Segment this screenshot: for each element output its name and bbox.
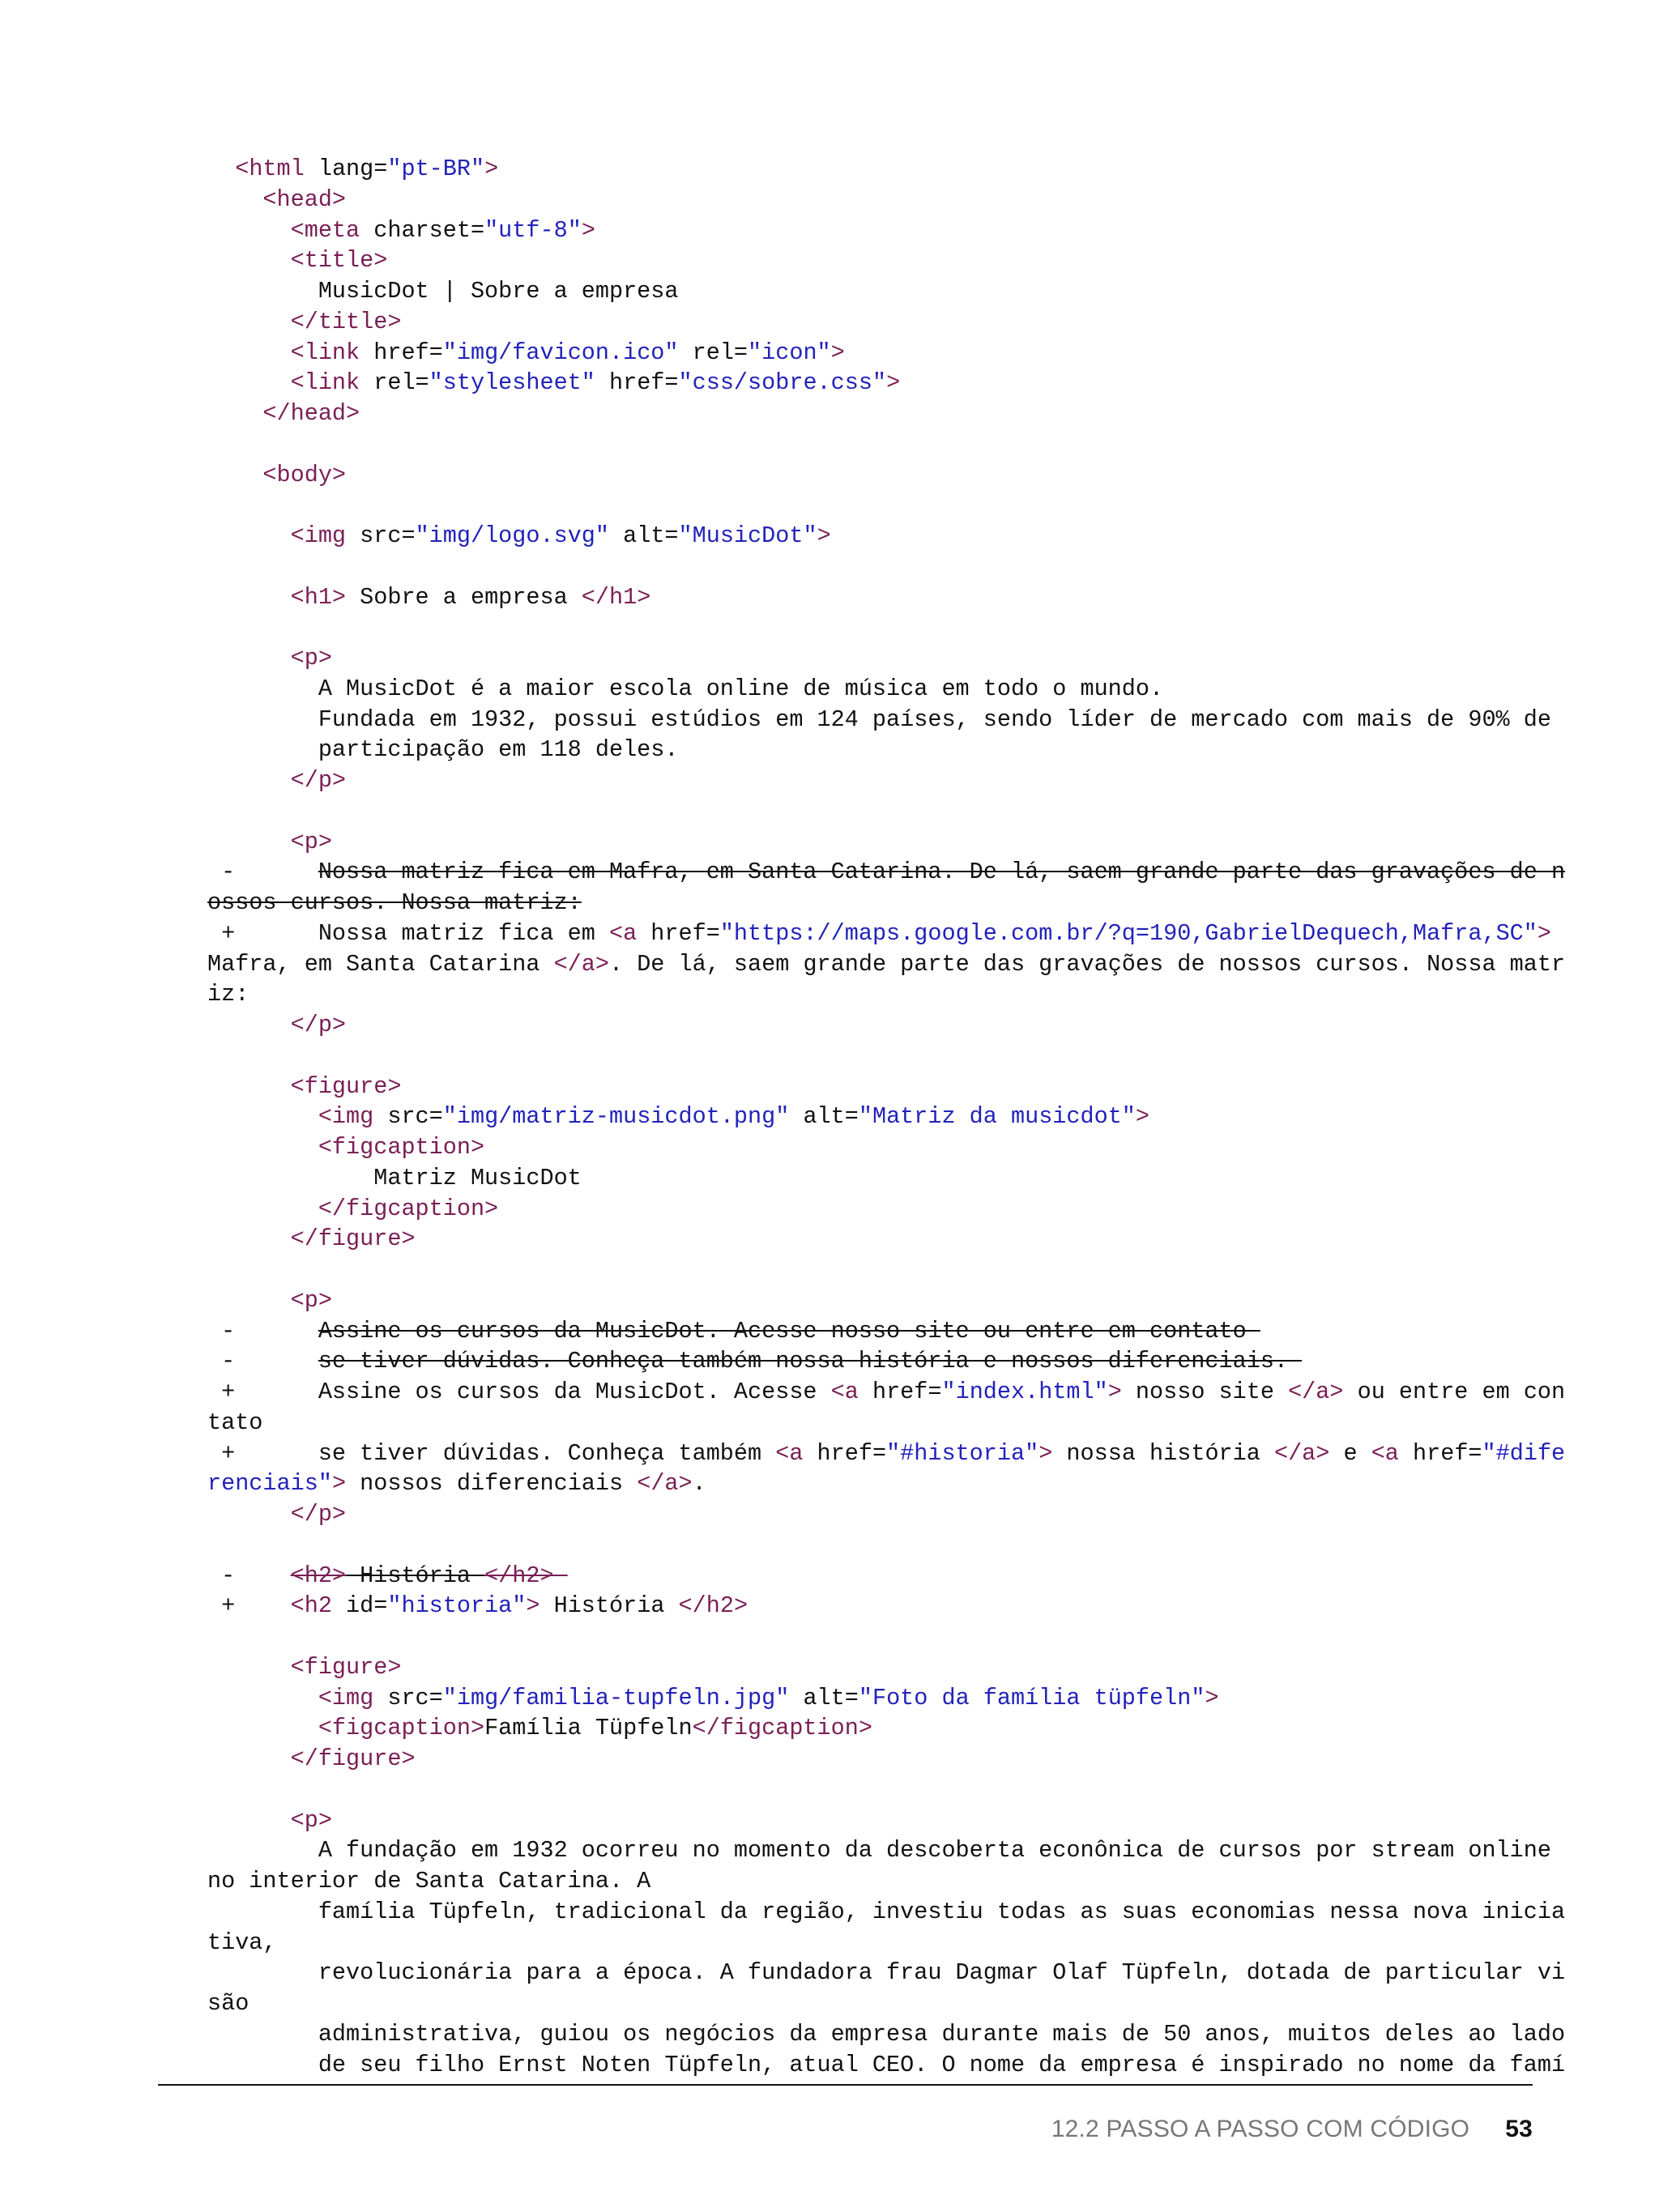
code-line bbox=[207, 1988, 1533, 2019]
code-line bbox=[207, 765, 1533, 796]
page-footer bbox=[1051, 2116, 1533, 2143]
code-token: "img/logo.svg" bbox=[415, 522, 610, 549]
code-token: lang= bbox=[304, 156, 388, 182]
code-token bbox=[207, 1103, 318, 1130]
code-token: "img/familia-tupfeln.jpg" bbox=[442, 1684, 790, 1711]
code-token: </a> bbox=[1288, 1379, 1344, 1405]
code-token: </a> bbox=[637, 1470, 693, 1498]
code-line bbox=[207, 1622, 1533, 1652]
code-token: href= bbox=[803, 1439, 887, 1467]
code-line bbox=[207, 185, 1533, 215]
code-line bbox=[207, 2019, 1566, 2050]
code-line bbox=[207, 827, 1533, 858]
code-token: > bbox=[526, 1592, 540, 1620]
code-token: </h2> bbox=[678, 1592, 748, 1620]
code-token: História bbox=[346, 1562, 485, 1589]
code-token: "#dife bbox=[1482, 1439, 1566, 1467]
code-token: <p> bbox=[290, 1286, 332, 1314]
code-token: no interior de Santa Catarina. A bbox=[207, 1868, 651, 1894]
code-token: href= bbox=[360, 339, 443, 366]
code-token bbox=[207, 462, 262, 488]
code-line bbox=[207, 1316, 1533, 1347]
code-token: "MusicDot" bbox=[678, 522, 817, 549]
code-token: nosso site bbox=[1121, 1379, 1289, 1405]
code-token bbox=[207, 645, 291, 671]
code-token: > bbox=[1107, 1379, 1122, 1405]
code-line bbox=[207, 1499, 1533, 1530]
code-line bbox=[207, 857, 1566, 888]
code-token: Família Tüpfeln bbox=[484, 1715, 693, 1742]
code-token bbox=[207, 339, 291, 366]
code-token bbox=[207, 217, 291, 244]
code-token: </a> bbox=[1273, 1439, 1330, 1467]
code-token: </p> bbox=[290, 1012, 347, 1038]
code-token: tiva, bbox=[207, 1929, 277, 1956]
code-token: + bbox=[207, 1592, 291, 1620]
code-token: . De lá, saem grande parte das gravações de nossos cursos. Nossa matr bbox=[609, 950, 1566, 978]
code-line bbox=[207, 1652, 1533, 1683]
code-token bbox=[207, 186, 262, 213]
code-token: "img/matriz-musicdot.png" bbox=[442, 1103, 790, 1131]
code-token: Mafra, em Santa Catarina bbox=[207, 950, 554, 978]
code-token: família Tüpfeln, tradicional da região, investiu todas as suas economias nessa nova inicia bbox=[207, 1898, 1566, 1925]
code-token: "#historia" bbox=[886, 1439, 1039, 1467]
code-token: </h2> bbox=[484, 1562, 568, 1589]
code-token: + se tiver dúvidas. Conheça também bbox=[207, 1439, 776, 1467]
code-token bbox=[207, 156, 235, 182]
code-line bbox=[207, 888, 1533, 918]
code-token: <h2> bbox=[290, 1562, 347, 1589]
code-token: <a bbox=[830, 1379, 859, 1405]
code-token: > bbox=[1038, 1439, 1053, 1467]
footer-section-title: 12.2 PASSO A PASSO COM CÓDIGO bbox=[1051, 2116, 1470, 2142]
code-token bbox=[207, 1225, 291, 1252]
code-token: </head> bbox=[262, 400, 360, 427]
code-line bbox=[207, 460, 1533, 491]
code-token: Fundada em 1932, possui estúdios em 124 países, sendo líder de mercado com mais de 90% de bbox=[207, 705, 1551, 733]
code-token: Matriz MusicDot bbox=[207, 1164, 582, 1191]
code-token: "utf-8" bbox=[484, 216, 582, 244]
code-line bbox=[207, 245, 1533, 276]
code-token: rel= bbox=[678, 339, 748, 366]
code-token: renciais" bbox=[207, 1470, 332, 1498]
code-line bbox=[207, 368, 1533, 399]
code-line bbox=[207, 1010, 1533, 1041]
code-token: <p> bbox=[290, 828, 332, 855]
code-line bbox=[207, 154, 1533, 185]
code-line bbox=[207, 1713, 1533, 1744]
code-token bbox=[207, 247, 291, 274]
code-token: <figure> bbox=[290, 1072, 402, 1100]
code-token: iz: bbox=[207, 981, 249, 1008]
code-token: nossa história bbox=[1052, 1439, 1274, 1467]
code-line bbox=[207, 643, 1533, 674]
code-token: administrativa, guiou os negócios da empresa durante mais de 50 anos, muitos deles ao lado bbox=[207, 2020, 1566, 2048]
code-line bbox=[207, 1224, 1533, 1255]
code-token: <h1> bbox=[290, 583, 347, 611]
code-line bbox=[207, 1163, 1533, 1194]
code-line bbox=[207, 1744, 1533, 1775]
code-token: src= bbox=[346, 522, 416, 549]
code-line bbox=[207, 796, 1533, 827]
code-line bbox=[207, 1132, 1533, 1163]
code-token bbox=[207, 369, 291, 396]
code-line bbox=[207, 1958, 1566, 1988]
code-line bbox=[207, 705, 1551, 735]
code-line bbox=[207, 735, 1533, 765]
footer-rule bbox=[158, 2084, 1533, 2086]
code-token: "icon" bbox=[748, 339, 831, 366]
code-token: nossos diferenciais bbox=[346, 1470, 638, 1498]
code-line bbox=[207, 1591, 1533, 1622]
code-token: src= bbox=[373, 1684, 443, 1711]
code-token bbox=[207, 767, 291, 794]
code-token bbox=[207, 309, 291, 335]
code-token: Nossa matriz fica em Mafra, em Santa Catarina. De lá, saem grande parte das gravações de n bbox=[318, 859, 1566, 886]
code-line bbox=[207, 215, 1533, 246]
code-line bbox=[207, 1561, 1533, 1592]
code-token: href= bbox=[637, 919, 720, 947]
code-token: <figcaption> bbox=[318, 1134, 485, 1161]
code-token: </a> bbox=[553, 950, 609, 978]
code-token: </p> bbox=[290, 1501, 347, 1528]
code-line bbox=[207, 1928, 1533, 1958]
code-token: Sobre a empresa bbox=[346, 583, 582, 611]
code-token bbox=[207, 584, 291, 611]
code-line bbox=[207, 1408, 1533, 1438]
code-line bbox=[207, 399, 1533, 429]
code-line bbox=[207, 1346, 1533, 1377]
code-line bbox=[207, 674, 1533, 705]
code-token: - bbox=[207, 1562, 291, 1589]
code-token: > bbox=[830, 339, 845, 366]
code-token: alt= bbox=[609, 522, 679, 549]
code-line bbox=[207, 338, 1533, 369]
code-token: . bbox=[692, 1470, 706, 1498]
code-line bbox=[207, 1897, 1566, 1928]
code-token bbox=[207, 1685, 318, 1711]
code-line bbox=[207, 1805, 1533, 1836]
code-token: </figcaption> bbox=[318, 1195, 499, 1222]
code-listing bbox=[207, 154, 1566, 2080]
code-token: História bbox=[539, 1592, 679, 1620]
code-token: charset= bbox=[360, 216, 485, 244]
code-token: <img bbox=[318, 1684, 374, 1711]
code-token: <link bbox=[290, 339, 360, 366]
code-line bbox=[207, 1683, 1533, 1714]
code-line bbox=[207, 429, 1533, 460]
code-token: rel= bbox=[360, 369, 429, 397]
code-token: > bbox=[331, 1470, 347, 1498]
code-line bbox=[207, 1255, 1533, 1285]
code-token: A fundação em 1932 ocorreu no momento da descoberta econônica de cursos por stream online bbox=[207, 1837, 1551, 1865]
code-token: "index.html" bbox=[941, 1379, 1108, 1405]
code-token bbox=[207, 522, 291, 549]
code-token: </figcaption> bbox=[692, 1715, 872, 1742]
code-line bbox=[207, 1285, 1533, 1316]
code-token bbox=[207, 1287, 291, 1314]
code-token: <link bbox=[290, 369, 360, 397]
code-token: + Assine os cursos da MusicDot. Acesse bbox=[207, 1379, 831, 1405]
code-token: "https://maps.google.com.br/?q=190,GabrielDequech,Mafra,SC" bbox=[719, 919, 1537, 947]
code-token: Assine os cursos da MusicDot. Acesse nosso site ou entre em contato bbox=[318, 1317, 1260, 1345]
code-token bbox=[207, 1501, 291, 1528]
code-token: id= bbox=[331, 1592, 388, 1620]
code-token: tato bbox=[207, 1409, 263, 1436]
code-line bbox=[207, 552, 1533, 582]
code-token: </figure> bbox=[290, 1745, 416, 1772]
code-token: ossos cursos. Nossa matriz: bbox=[207, 889, 582, 916]
code-token bbox=[207, 829, 291, 855]
code-token: "historia" bbox=[387, 1592, 527, 1620]
code-token: de seu filho Ernst Noten Tüpfeln, atual CEO. O nome da empresa é inspirado no nome da famí bbox=[207, 2051, 1566, 2078]
code-token: > bbox=[1205, 1684, 1219, 1711]
code-token: > bbox=[484, 156, 499, 182]
code-token: ou entre em con bbox=[1343, 1379, 1566, 1405]
code-token: <figcaption> bbox=[318, 1715, 485, 1742]
code-token: <img bbox=[290, 522, 347, 549]
code-token: se tiver dúvidas. Conheça também nossa história e nossos diferenciais. bbox=[318, 1348, 1303, 1375]
code-token: <p> bbox=[290, 1806, 332, 1834]
code-token: </title> bbox=[290, 308, 402, 335]
code-token bbox=[207, 1715, 318, 1741]
code-line bbox=[207, 1102, 1533, 1132]
code-token bbox=[207, 1073, 291, 1100]
code-token: participação em 118 deles. bbox=[207, 736, 679, 764]
code-token: <html bbox=[235, 156, 305, 182]
code-token: </p> bbox=[290, 767, 347, 794]
code-token: "stylesheet" bbox=[429, 369, 595, 397]
code-token: src= bbox=[373, 1103, 443, 1131]
code-line bbox=[207, 307, 1533, 338]
code-token: > bbox=[817, 522, 831, 549]
code-token: <a bbox=[608, 919, 638, 947]
code-token: href= bbox=[1398, 1439, 1482, 1467]
code-token bbox=[207, 1196, 318, 1222]
code-token: MusicDot | Sobre a empresa bbox=[207, 278, 679, 305]
code-token: > bbox=[1135, 1103, 1150, 1131]
code-token: <figure> bbox=[290, 1653, 402, 1681]
code-token: - bbox=[207, 1348, 318, 1375]
code-token: href= bbox=[595, 369, 679, 397]
code-token: <meta bbox=[290, 216, 360, 244]
code-line bbox=[207, 1438, 1566, 1469]
code-token: e bbox=[1329, 1439, 1371, 1467]
code-line bbox=[207, 1866, 1533, 1897]
code-token bbox=[207, 1012, 291, 1038]
code-token bbox=[207, 1745, 291, 1772]
code-line bbox=[207, 1072, 1533, 1102]
code-line bbox=[207, 612, 1533, 643]
code-token: são bbox=[207, 1990, 249, 2017]
code-line bbox=[207, 2050, 1566, 2081]
code-token: href= bbox=[858, 1379, 942, 1405]
code-token: alt= bbox=[789, 1684, 859, 1711]
code-token: - bbox=[207, 1317, 318, 1345]
code-token: "css/sobre.css" bbox=[678, 369, 887, 397]
code-token: <img bbox=[318, 1103, 374, 1131]
code-line bbox=[207, 918, 1552, 949]
code-token: <a bbox=[1371, 1439, 1399, 1467]
code-line bbox=[207, 582, 1533, 613]
code-token: - bbox=[207, 859, 318, 886]
code-token: <p> bbox=[290, 645, 332, 671]
code-token: "Matriz da musicdot" bbox=[858, 1103, 1136, 1131]
code-token: > bbox=[886, 369, 901, 397]
code-token bbox=[207, 1654, 291, 1681]
code-line bbox=[207, 1377, 1566, 1408]
code-line bbox=[207, 1468, 1533, 1499]
code-line bbox=[207, 1194, 1533, 1225]
code-token bbox=[207, 400, 262, 427]
code-token bbox=[207, 1134, 318, 1161]
code-token: <body> bbox=[262, 461, 347, 488]
code-token: </figure> bbox=[290, 1225, 416, 1253]
code-line bbox=[207, 521, 1533, 552]
code-token: > bbox=[581, 216, 595, 244]
code-line bbox=[207, 1530, 1533, 1561]
code-token: </h1> bbox=[581, 583, 651, 611]
code-token: "Foto da família tüpfeln" bbox=[858, 1684, 1205, 1711]
code-line bbox=[207, 490, 1533, 521]
code-token: <head> bbox=[262, 185, 347, 213]
code-line bbox=[207, 1835, 1551, 1866]
code-line bbox=[207, 276, 1533, 307]
code-token: + Nossa matriz fica em bbox=[207, 919, 609, 947]
page-number: 53 bbox=[1505, 2116, 1533, 2142]
code-line bbox=[207, 1775, 1533, 1805]
code-token bbox=[207, 1807, 291, 1834]
code-token: <title> bbox=[290, 247, 388, 275]
code-token: A MusicDot é a maior escola online de música em todo o mundo. bbox=[207, 675, 1164, 702]
code-line bbox=[207, 949, 1566, 980]
code-token: revolucionária para a época. A fundadora frau Dagmar Olaf Tüpfeln, dotada de particular vi bbox=[207, 1959, 1566, 1987]
code-token: "img/favicon.ico" bbox=[442, 339, 679, 366]
code-token: alt= bbox=[789, 1103, 859, 1131]
code-line bbox=[207, 979, 1533, 1010]
code-line bbox=[207, 1041, 1533, 1072]
code-token: <h2 bbox=[290, 1592, 332, 1620]
code-token: "pt-BR" bbox=[387, 156, 485, 182]
code-token: <a bbox=[775, 1439, 804, 1467]
code-token: > bbox=[1537, 919, 1552, 947]
